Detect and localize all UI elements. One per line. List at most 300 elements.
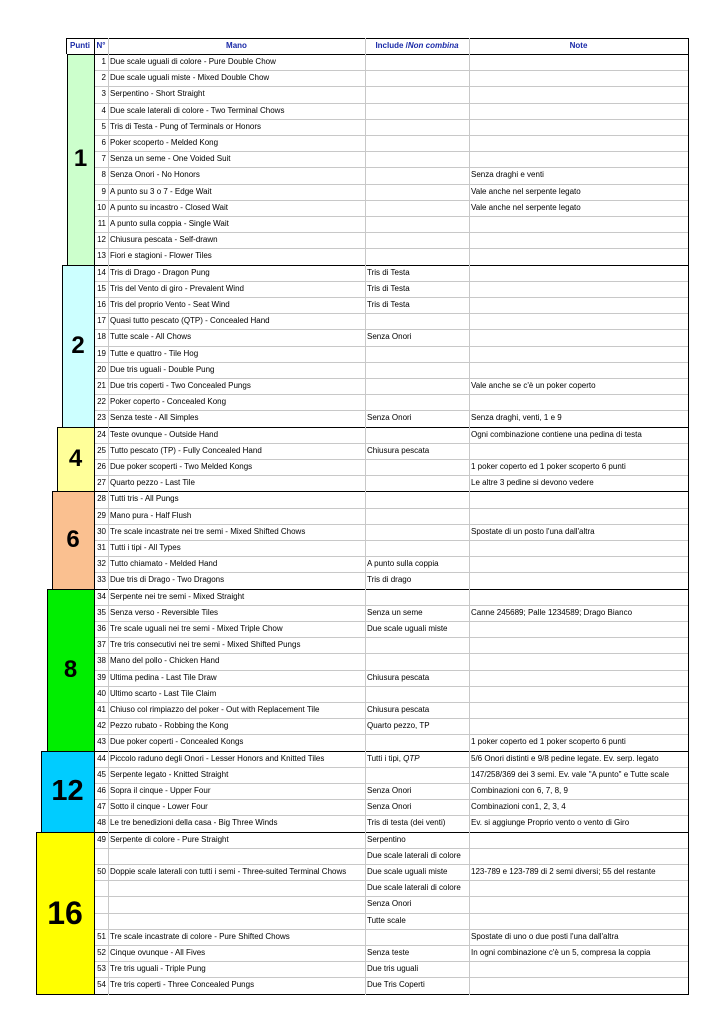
row-mano: Senza teste - All Simples <box>110 413 199 423</box>
include-text: A punto sulla coppia <box>367 559 439 569</box>
row-number: 22 <box>97 397 106 407</box>
row-number: 12 <box>97 235 106 245</box>
column-divider <box>94 38 95 995</box>
row-mano: Ultima pedina - Last Tile Draw <box>110 672 217 682</box>
row-include <box>365 572 469 588</box>
row-include <box>365 653 469 669</box>
row-mano: Due scale uguali miste - Mixed Double Chow <box>110 73 270 83</box>
row-include <box>365 427 469 443</box>
row-include <box>365 718 469 734</box>
row-mano: Tutto pescato (TP) - Fully Concealed Hand <box>110 445 262 455</box>
header-note: Note <box>569 41 588 50</box>
row-note <box>469 589 688 605</box>
row-divider <box>94 443 688 444</box>
row-note <box>469 394 688 410</box>
column-divider <box>365 38 366 995</box>
row-mano: Quasi tutto pescato (QTP) - Concealed Hand <box>110 316 270 326</box>
row-note: Combinazioni con 6, 7, 8, 9 <box>471 786 568 796</box>
column-divider <box>108 38 109 995</box>
row-number: 31 <box>97 543 106 553</box>
row-divider <box>94 702 688 703</box>
row-mano: Quarto pezzo - Last Tile <box>110 478 195 488</box>
column-divider <box>688 38 689 995</box>
row-divider <box>94 70 688 71</box>
row-note: 1 poker coperto ed 1 poker scoperto 6 punti <box>471 737 626 747</box>
row-mano: Poker scoperto - Melded Kong <box>110 138 219 148</box>
row-mano: Mano pura - Half Flush <box>110 510 192 520</box>
row-divider <box>94 556 688 557</box>
row-number: 16 <box>97 300 106 310</box>
row-mano: Tre scale incastrate nei tre semi - Mixed Shifted Chows <box>110 526 306 536</box>
row-divider <box>94 864 688 865</box>
row-include <box>365 767 469 783</box>
row-include <box>365 621 469 637</box>
row-number: 25 <box>97 445 106 455</box>
row-include <box>365 362 469 378</box>
table-bottom <box>36 994 688 995</box>
row-divider <box>94 524 688 525</box>
row-note <box>469 248 688 264</box>
row-number: 11 <box>97 219 106 229</box>
row-note <box>469 491 688 507</box>
row-note: Vale anche nel serpente legato <box>471 202 581 212</box>
row-divider <box>94 848 688 849</box>
row-number: 49 <box>97 834 106 844</box>
include-text: Due scale laterali di colore <box>367 850 461 860</box>
row-mano: Serpente legato - Knitted Straight <box>110 769 229 779</box>
points-band-12: 12 <box>41 751 94 832</box>
row-include <box>365 637 469 653</box>
row-mano: Cinque ovunque - All Fives <box>110 948 206 958</box>
row-divider <box>94 119 688 120</box>
row-divider <box>94 167 688 168</box>
row-note: 147/258/369 dei 3 semi. Ev. vale "A punto" e Tutte scale <box>471 769 670 779</box>
include-text: Tris di Testa <box>367 283 410 293</box>
row-include <box>365 86 469 102</box>
row-divider <box>94 297 688 298</box>
row-note <box>469 281 688 297</box>
row-divider <box>94 346 688 347</box>
row-number: 21 <box>97 381 106 391</box>
include-text: Senza Onori <box>367 899 412 909</box>
row-note <box>469 880 688 896</box>
row-include <box>365 751 469 767</box>
row-mano: Sotto il cinque - Lower Four <box>110 802 208 812</box>
row-include <box>365 670 469 686</box>
include-text: Senza Onori <box>367 802 412 812</box>
row-include <box>365 394 469 410</box>
row-note <box>469 913 688 929</box>
row-note: Spostate di uno o due posti l'una dall'altra <box>471 931 619 941</box>
row-mano: Teste ovunque - Outside Hand <box>110 429 219 439</box>
points-band-6: 6 <box>52 491 94 588</box>
row-mano: A punto su 3 o 7 - Edge Wait <box>110 186 212 196</box>
row-number: 42 <box>97 721 106 731</box>
row-include <box>365 734 469 750</box>
row-divider <box>94 653 688 654</box>
row-note <box>469 702 688 718</box>
row-include <box>365 443 469 459</box>
row-number <box>94 880 108 896</box>
row-note <box>469 637 688 653</box>
row-number: 19 <box>97 348 106 358</box>
include-text: Senza teste <box>367 948 410 958</box>
row-include <box>365 508 469 524</box>
row-include <box>365 216 469 232</box>
row-include <box>365 248 469 264</box>
row-note <box>469 297 688 313</box>
row-note <box>469 443 688 459</box>
row-number: 54 <box>97 980 106 990</box>
row-number: 3 <box>101 89 106 99</box>
row-divider <box>94 184 688 185</box>
row-number: 8 <box>101 170 106 180</box>
row-number: 26 <box>97 462 106 472</box>
row-number: 34 <box>97 591 106 601</box>
row-note: 123-789 e 123-789 di 2 semi diversi; 55 del restante <box>471 867 656 877</box>
include-text: Chiusura pescata <box>367 705 430 715</box>
group-divider <box>47 589 688 590</box>
row-mano: Tutto chiamato - Melded Hand <box>110 559 218 569</box>
row-divider <box>94 200 688 201</box>
row-number: 33 <box>97 575 106 585</box>
row-number <box>94 896 108 912</box>
row-number: 18 <box>97 332 106 342</box>
row-number: 43 <box>97 737 106 747</box>
row-number: 36 <box>97 624 106 634</box>
row-include <box>365 410 469 426</box>
row-mano: Mano del pollo - Chicken Hand <box>110 656 220 666</box>
include-text: Due scale laterali di colore <box>367 883 461 893</box>
row-include <box>365 54 469 70</box>
row-note <box>469 961 688 977</box>
header-top <box>66 38 688 39</box>
row-note <box>469 362 688 378</box>
row-divider <box>94 718 688 719</box>
row-note <box>469 54 688 70</box>
row-number: 1 <box>101 57 106 67</box>
row-include <box>365 459 469 475</box>
row-divider <box>94 799 688 800</box>
row-number: 37 <box>97 640 106 650</box>
row-note: Canne 245689; Palle 1234589; Drago Bianco <box>471 607 633 617</box>
row-include <box>365 346 469 362</box>
header-left <box>66 38 67 54</box>
row-include <box>365 184 469 200</box>
row-note: 5/6 Onori distinti e 9/8 pedine legate. Ev. serp. legato <box>471 753 659 763</box>
group-divider <box>67 54 688 55</box>
include-text: Due scale uguali miste <box>367 624 448 634</box>
row-mano: Serpente nei tre semi - Mixed Straight <box>110 591 245 601</box>
row-divider <box>94 637 688 638</box>
row-number: 28 <box>97 494 106 504</box>
group-divider <box>52 491 688 492</box>
row-number: 48 <box>97 818 106 828</box>
row-number: 30 <box>97 526 106 536</box>
include-italic-text: QTP <box>403 753 420 763</box>
row-note: Senza draghi, venti, 1 e 9 <box>471 413 562 423</box>
row-include <box>365 896 469 912</box>
include-text: Tutte scale <box>367 915 406 925</box>
row-divider <box>94 815 688 816</box>
header-non-combina-label: Non combina <box>407 41 459 50</box>
column-divider <box>469 38 470 995</box>
row-note <box>469 70 688 86</box>
row-divider <box>94 232 688 233</box>
row-divider <box>94 329 688 330</box>
row-include <box>365 913 469 929</box>
row-mano: Fiori e stagioni - Flower Tiles <box>110 251 212 261</box>
row-note <box>469 346 688 362</box>
row-note <box>469 508 688 524</box>
include-text: Serpentino <box>367 834 406 844</box>
row-include <box>365 151 469 167</box>
row-mano: Piccolo raduno degli Onori - Lesser Honors and Knitted Tiles <box>110 753 325 763</box>
row-include <box>365 799 469 815</box>
header-include-label: Include / <box>375 41 408 50</box>
row-mano: Due poker scoperti - Two Melded Kongs <box>110 462 253 472</box>
row-number: 6 <box>101 138 106 148</box>
row-divider <box>94 945 688 946</box>
row-include <box>365 524 469 540</box>
row-mano: Tutte scale - All Chows <box>110 332 192 342</box>
row-number: 14 <box>97 267 106 277</box>
row-number <box>94 913 108 929</box>
row-number: 40 <box>97 688 106 698</box>
row-divider <box>94 783 688 784</box>
row-number: 2 <box>101 73 106 83</box>
row-include <box>365 70 469 86</box>
row-include <box>365 329 469 345</box>
row-note <box>469 313 688 329</box>
points-band-2: 2 <box>62 265 94 427</box>
row-include <box>365 475 469 491</box>
band-left-edge <box>62 265 63 428</box>
header-punti: Punti <box>70 41 90 50</box>
row-mano: Tris del Vento di giro - Prevalent Wind <box>110 283 244 293</box>
row-divider <box>94 394 688 395</box>
header-include <box>365 38 469 54</box>
row-note: 1 poker coperto ed 1 poker scoperto 6 punti <box>471 462 626 472</box>
row-include <box>365 977 469 993</box>
row-include <box>365 491 469 507</box>
row-mano: Chiuso col rimpiazzo del poker - Out with Replacement Tile <box>110 705 320 715</box>
row-divider <box>94 977 688 978</box>
row-note: Vale anche se c'è un poker coperto <box>471 381 596 391</box>
row-mano: Serpentino - Short Straight <box>110 89 205 99</box>
row-number: 10 <box>97 202 106 212</box>
include-text: Chiusura pescata <box>367 445 430 455</box>
row-mano: Tre scale incastrate di colore - Pure Shifted Chows <box>110 931 290 941</box>
row-mano: Doppie scale laterali con tutti i semi - Three-suited Terminal Chows <box>110 867 347 877</box>
row-mano: Tutti tris - All Pungs <box>110 494 179 504</box>
row-divider <box>94 913 688 914</box>
include-text: Due Tris Coperti <box>367 980 425 990</box>
row-number <box>94 848 108 864</box>
row-divider <box>94 151 688 152</box>
row-divider <box>94 880 688 881</box>
include-text: Senza Onori <box>367 332 412 342</box>
band-left-edge <box>47 589 48 752</box>
row-include <box>365 945 469 961</box>
row-divider <box>94 313 688 314</box>
row-include <box>365 589 469 605</box>
row-include <box>365 815 469 831</box>
row-mano: Tre scale uguali nei tre semi - Mixed Triple Chow <box>110 624 283 634</box>
row-number: 9 <box>101 186 106 196</box>
row-note <box>469 621 688 637</box>
row-number: 45 <box>97 769 106 779</box>
row-number: 27 <box>97 478 106 488</box>
band-left-edge <box>41 751 42 833</box>
points-band-1: 1 <box>67 54 94 265</box>
row-divider <box>94 410 688 411</box>
row-mano: Due poker coperti - Concealed Kongs <box>110 737 244 747</box>
row-mano: Poker coperto - Concealed Kong <box>110 397 227 407</box>
row-number: 17 <box>97 316 106 326</box>
row-include <box>365 783 469 799</box>
include-text: Tris di testa (dei venti) <box>367 818 446 828</box>
row-number: 51 <box>97 931 106 941</box>
include-text: Quarto pezzo, TP <box>367 721 430 731</box>
row-number: 46 <box>97 786 106 796</box>
row-divider <box>94 86 688 87</box>
row-include <box>365 686 469 702</box>
row-mano: Ultimo scarto - Last Tile Claim <box>110 688 217 698</box>
row-note <box>469 135 688 151</box>
include-text: Tris di Testa <box>367 267 410 277</box>
row-divider <box>94 767 688 768</box>
row-divider <box>94 670 688 671</box>
group-divider <box>36 832 688 833</box>
row-note <box>469 832 688 848</box>
row-note <box>469 216 688 232</box>
row-number: 23 <box>97 413 106 423</box>
row-divider <box>94 961 688 962</box>
include-text: Senza un seme <box>367 607 423 617</box>
row-note <box>469 265 688 281</box>
row-number: 44 <box>97 753 106 763</box>
row-note: Le altre 3 pedine si devono vedere <box>471 478 594 488</box>
include-text: Tutti i tipi, <box>367 753 404 763</box>
row-mano: Chiusura pescata - Self-drawn <box>110 235 218 245</box>
row-divider <box>94 508 688 509</box>
row-include <box>365 848 469 864</box>
row-mano: Tris di Drago - Dragon Pung <box>110 267 210 277</box>
row-note <box>469 329 688 345</box>
row-note <box>469 686 688 702</box>
points-band-16: 16 <box>36 832 94 994</box>
row-divider <box>94 621 688 622</box>
row-divider <box>94 572 688 573</box>
include-text: Chiusura pescata <box>367 672 430 682</box>
row-mano: Due scale uguali di colore - Pure Double Chow <box>110 57 276 67</box>
row-mano: A punto sulla coppia - Single Wait <box>110 219 229 229</box>
row-note <box>469 103 688 119</box>
row-divider <box>94 103 688 104</box>
include-text: Senza Onori <box>367 413 412 423</box>
row-note: Spostate di un posto l'una dall'altra <box>471 526 595 536</box>
group-divider <box>57 427 688 428</box>
band-left-edge <box>36 832 37 995</box>
row-mano: Due tris coperti - Two Concealed Pungs <box>110 381 251 391</box>
row-include <box>365 119 469 135</box>
row-note: Combinazioni con1, 2, 3, 4 <box>471 802 566 812</box>
row-include <box>365 880 469 896</box>
row-divider <box>94 475 688 476</box>
row-note: Vale anche nel serpente legato <box>471 186 581 196</box>
row-mano: Senza verso - Reversible Tiles <box>110 607 219 617</box>
row-mano <box>108 880 365 896</box>
row-note <box>469 556 688 572</box>
group-divider <box>62 265 688 266</box>
row-mano <box>108 913 365 929</box>
row-divider <box>94 248 688 249</box>
row-note <box>469 572 688 588</box>
row-include <box>365 605 469 621</box>
row-number: 20 <box>97 364 106 374</box>
row-note <box>469 670 688 686</box>
row-divider <box>94 135 688 136</box>
row-note: Ogni combinazione contiene una pedina di testa <box>471 429 642 439</box>
header-numero: N° <box>96 41 106 50</box>
row-mano: Tre tris coperti - Three Concealed Pungs <box>110 980 255 990</box>
row-divider <box>94 896 688 897</box>
row-number: 5 <box>101 121 106 131</box>
row-number: 52 <box>97 948 106 958</box>
row-number: 38 <box>97 656 106 666</box>
row-include <box>365 167 469 183</box>
row-note <box>469 718 688 734</box>
row-mano: A punto su incastro - Closed Wait <box>110 202 228 212</box>
row-note <box>469 540 688 556</box>
row-number: 39 <box>97 672 106 682</box>
row-mano: Due scale laterali di colore - Two Terminal Chows <box>110 105 285 115</box>
row-note: Senza draghi e venti <box>471 170 544 180</box>
row-divider <box>94 540 688 541</box>
row-note <box>469 86 688 102</box>
row-number: 15 <box>97 283 106 293</box>
row-include <box>365 281 469 297</box>
include-text: Due scale uguali miste <box>367 867 448 877</box>
row-number: 47 <box>97 802 106 812</box>
row-include <box>365 961 469 977</box>
row-mano: Tre tris consecutivi nei tre semi - Mixed Shifted Pungs <box>110 640 301 650</box>
row-include <box>365 297 469 313</box>
row-divider <box>94 605 688 606</box>
row-mano: Senza un seme - One Voided Suit <box>110 154 231 164</box>
row-mano: Tris di Testa - Pung of Terminals or Honors <box>110 121 262 131</box>
row-include <box>365 832 469 848</box>
row-divider <box>94 929 688 930</box>
row-mano: Senza Onori - No Honors <box>110 170 200 180</box>
row-mano: Pezzo rubato - Robbing the Kong <box>110 721 229 731</box>
row-divider <box>94 686 688 687</box>
row-divider <box>94 734 688 735</box>
row-note <box>469 896 688 912</box>
row-mano <box>108 896 365 912</box>
row-include <box>365 702 469 718</box>
band-left-edge <box>67 54 68 266</box>
row-note <box>469 232 688 248</box>
row-include <box>365 378 469 394</box>
row-divider <box>94 378 688 379</box>
row-mano: Due tris di Drago - Two Dragons <box>110 575 225 585</box>
row-note <box>469 119 688 135</box>
row-mano: Le tre benedizioni della casa - Big Three Winds <box>110 818 278 828</box>
row-include <box>365 200 469 216</box>
row-mano: Tutti i tipi - All Types <box>110 543 181 553</box>
